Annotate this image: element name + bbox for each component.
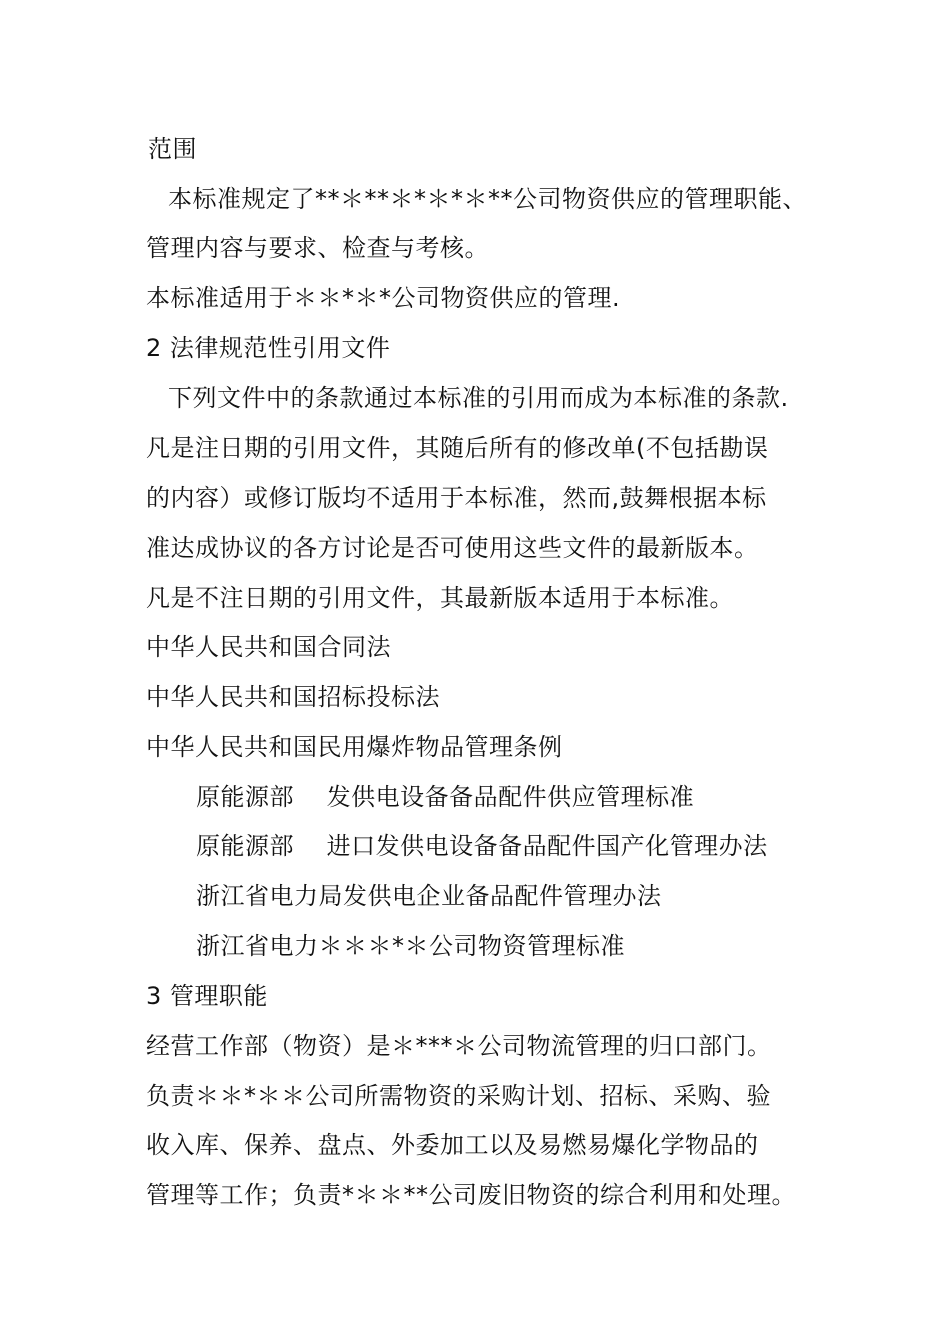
- paragraph-line: 管理内容与要求、检查与考核。: [146, 234, 489, 262]
- paragraph-line: 收入库、保养、盘点、外委加工以及易燃易爆化学物品的: [146, 1131, 759, 1159]
- reference-item: 浙江省电力局发供电企业备品配件管理办法: [196, 882, 662, 910]
- reference-item: 中华人民共和国招标投标法: [146, 683, 440, 711]
- reference-item: 浙江省电力＊＊＊*＊公司物资管理标准: [196, 932, 625, 960]
- paragraph-line: 本标准适用于＊＊*＊*公司物资供应的管理.: [146, 284, 621, 312]
- paragraph-line: 下列文件中的条款通过本标准的引用而成为本标准的条款.: [168, 384, 789, 412]
- paragraph-line: 凡是不注日期的引用文件，其最新版本适用于本标准。: [146, 584, 734, 612]
- reference-item: 原能源部 进口发供电设备备品配件国产化管理办法: [196, 832, 768, 860]
- reference-item: 原能源部 发供电设备备品配件供应管理标准: [196, 783, 695, 811]
- paragraph-line: 凡是注日期的引用文件，其随后所有的修改单(不包括勘误: [146, 434, 769, 462]
- reference-item: 中华人民共和国民用爆炸物品管理条例: [146, 733, 563, 761]
- paragraph-line: 经营工作部（物资）是＊***＊公司物流管理的归口部门。: [146, 1032, 772, 1060]
- paragraph-line: 管理等工作；负责*＊＊**公司废旧物资的综合利用和处理。: [146, 1181, 796, 1209]
- paragraph-line: 本标准规定了**＊**＊*＊*＊**公司物资供应的管理职能、: [168, 185, 807, 213]
- paragraph-line: 准达成协议的各方讨论是否可使用这些文件的最新版本。: [146, 534, 759, 562]
- section-heading-functions: 3 管理职能: [146, 982, 268, 1010]
- section-heading-references: 2 法律规范性引用文件: [146, 334, 391, 362]
- section-heading-scope: 范围: [148, 135, 197, 163]
- paragraph-line: 负责＊＊*＊＊公司所需物资的采购计划、招标、采购、验: [146, 1082, 771, 1110]
- paragraph-line: 的内容）或修订版均不适用于本标准，然而,鼓舞根据本标: [146, 484, 767, 512]
- reference-item: 中华人民共和国合同法: [146, 633, 391, 661]
